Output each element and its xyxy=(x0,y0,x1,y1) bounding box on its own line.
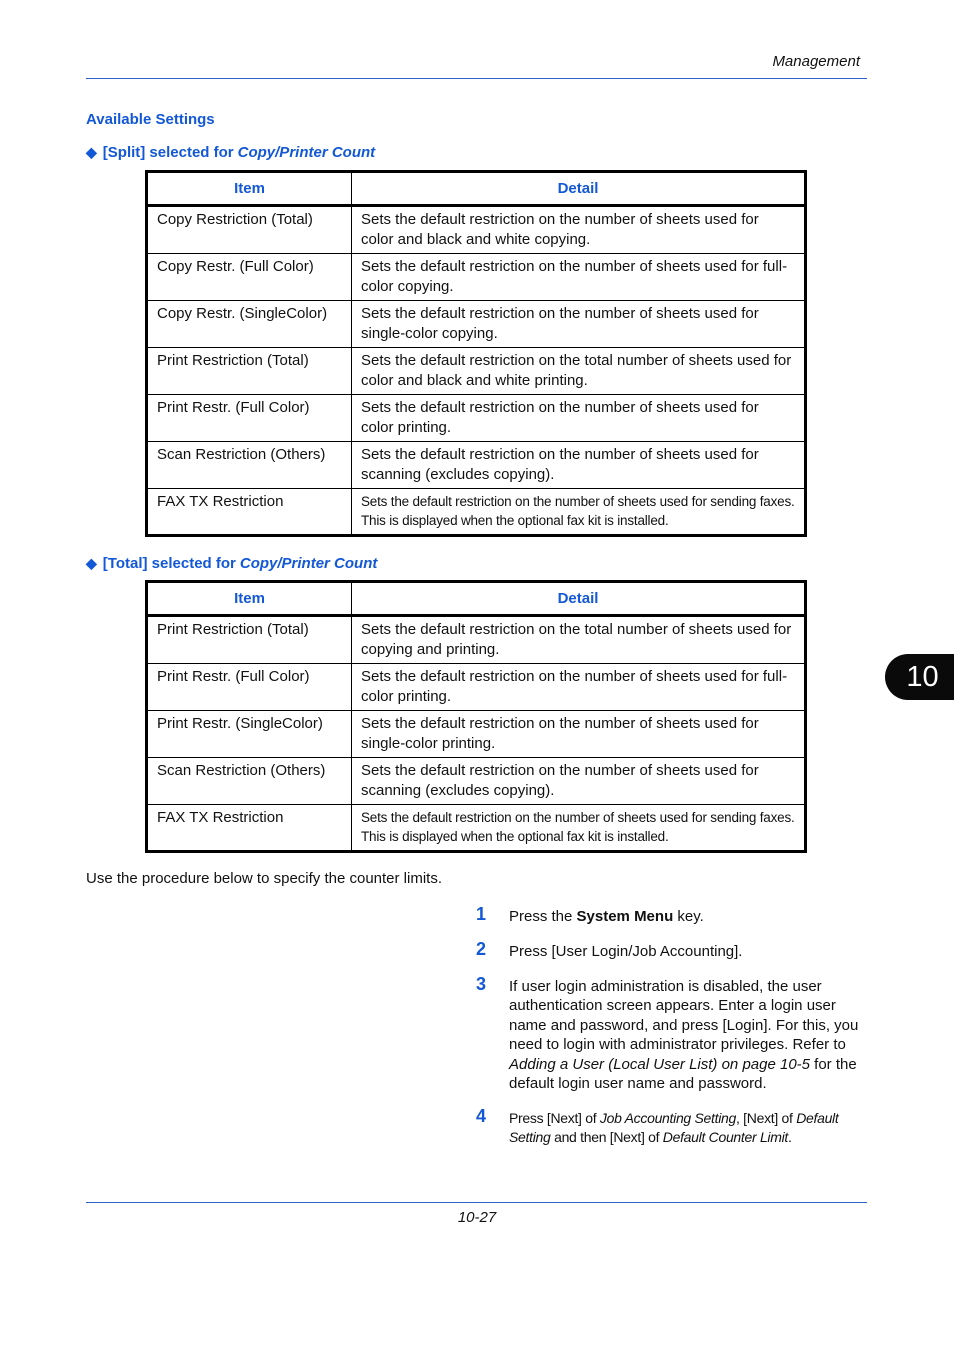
item-cell: Print Restriction (Total) xyxy=(147,348,352,395)
step-text xyxy=(509,977,871,1093)
procedure-step-2 xyxy=(476,939,871,961)
procedure-step-4 xyxy=(476,1106,871,1148)
item-cell: FAX TX Restriction xyxy=(147,489,352,536)
running-header: Management xyxy=(772,53,860,70)
step-text: Press [User Login/Job Accounting]. xyxy=(509,943,743,960)
table-row xyxy=(147,664,806,711)
step-text xyxy=(509,907,871,926)
section-heading: Available Settings xyxy=(86,111,215,128)
settings-table-split xyxy=(145,170,807,537)
detail-cell: Sets the default restriction on the number of sheets used for sending faxes. This is displayed when the optional fax kit is installed. xyxy=(352,805,806,852)
item-cell: Print Restr. (Full Color) xyxy=(147,664,352,711)
procedure-step-3 xyxy=(476,974,871,1093)
table-row xyxy=(147,254,806,301)
table-row xyxy=(147,442,806,489)
diamond-bullet-icon: ◆ xyxy=(86,555,97,571)
table-heading-italic: Copy/Printer Count xyxy=(239,555,378,572)
chapter-tab: 10 xyxy=(885,654,954,700)
item-cell: FAX TX Restriction xyxy=(147,805,352,852)
table-row xyxy=(147,805,806,852)
settings-table-total xyxy=(145,580,807,853)
detail-cell: Sets the default restriction on the number of sheets used for single-color copying. xyxy=(352,301,806,348)
item-cell: Copy Restriction (Total) xyxy=(147,206,352,254)
step-text-part: Press the xyxy=(509,908,577,925)
step-text-part: . xyxy=(788,1129,792,1146)
table-heading-italic: Copy/Printer Count xyxy=(237,144,376,161)
table-row xyxy=(147,395,806,442)
step-text-part: If user login administration is disabled, the user authentication screen appears. Enter a login user name and password, and press [Login]. For this, you need to login with administrator privileges. Refer to xyxy=(509,978,859,1054)
step-number: 2 xyxy=(476,939,487,959)
procedure-intro: Use the procedure below to specify the counter limits. xyxy=(86,870,443,887)
item-cell: Copy Restr. (SingleColor) xyxy=(147,301,352,348)
item-cell: Copy Restr. (Full Color) xyxy=(147,254,352,301)
table-row xyxy=(147,206,806,254)
step-number: 4 xyxy=(476,1106,487,1126)
step-text-part: , [Next] of xyxy=(736,1110,797,1126)
header-rule xyxy=(86,78,867,79)
table-row xyxy=(147,758,806,805)
table-header-row xyxy=(147,172,806,206)
detail-cell: Sets the default restriction on the number of sheets used for sending faxes. This is displayed when the optional fax kit is installed. xyxy=(352,489,806,536)
item-cell: Print Restr. (SingleColor) xyxy=(147,711,352,758)
item-cell: Print Restr. (Full Color) xyxy=(147,395,352,442)
item-cell: Scan Restriction (Others) xyxy=(147,442,352,489)
step-text-part: key. xyxy=(673,908,704,925)
detail-cell: Sets the default restriction on the number of sheets used for color printing. xyxy=(352,395,806,442)
detail-cell: Sets the default restriction on the number of sheets used for scanning (excludes copying). xyxy=(352,442,806,489)
table-row xyxy=(147,489,806,536)
table-row xyxy=(147,711,806,758)
item-cell: Scan Restriction (Others) xyxy=(147,758,352,805)
step-text xyxy=(509,1109,871,1148)
table-heading-total xyxy=(86,555,377,572)
step-text-part: Press [Next] of xyxy=(509,1110,600,1126)
table-header-row xyxy=(147,582,806,616)
step-number: 1 xyxy=(476,904,487,924)
table-row xyxy=(147,616,806,664)
page-number: 10-27 xyxy=(457,1209,497,1226)
item-cell: Print Restriction (Total) xyxy=(147,616,352,664)
step-number: 3 xyxy=(476,974,487,994)
detail-cell: Sets the default restriction on the number of sheets used for color and black and white copying. xyxy=(352,206,806,254)
table-row xyxy=(147,301,806,348)
footer-rule xyxy=(86,1202,867,1203)
detail-cell: Sets the default restriction on the total number of sheets used for copying and printing. xyxy=(352,616,806,664)
detail-cell: Sets the default restriction on the number of sheets used for full-color copying. xyxy=(352,254,806,301)
cross-reference-link[interactable]: Adding a User (Local User List) on page 10-5 xyxy=(509,1055,810,1073)
table-heading-prefix: [Total] selected for xyxy=(102,555,236,572)
detail-cell: Sets the default restriction on the number of sheets used for single-color printing. xyxy=(352,711,806,758)
column-header-item: Item xyxy=(147,172,352,206)
step-text-part: and then [Next] of xyxy=(550,1129,663,1146)
detail-cell: Sets the default restriction on the total number of sheets used for color and black and white printing. xyxy=(352,348,806,395)
column-header-detail: Detail xyxy=(352,172,806,206)
procedure-step-1 xyxy=(476,904,871,926)
table-heading-prefix: [Split] selected for xyxy=(102,144,234,161)
step-italic-term: Default Setting xyxy=(509,1110,839,1146)
detail-cell: Sets the default restriction on the number of sheets used for full-color printing. xyxy=(352,664,806,711)
diamond-bullet-icon: ◆ xyxy=(86,144,97,160)
table-row xyxy=(147,348,806,395)
step-italic-term: Default Counter Limit xyxy=(662,1129,789,1146)
detail-cell: Sets the default restriction on the number of sheets used for scanning (excludes copying). xyxy=(352,758,806,805)
column-header-item: Item xyxy=(147,582,352,616)
column-header-detail: Detail xyxy=(352,582,806,616)
system-menu-key-label: System Menu xyxy=(576,908,674,925)
step-italic-term: Job Accounting Setting xyxy=(599,1110,736,1126)
table-heading-split xyxy=(86,144,375,161)
step-text-part: for the default login user name and password. xyxy=(509,1055,857,1093)
